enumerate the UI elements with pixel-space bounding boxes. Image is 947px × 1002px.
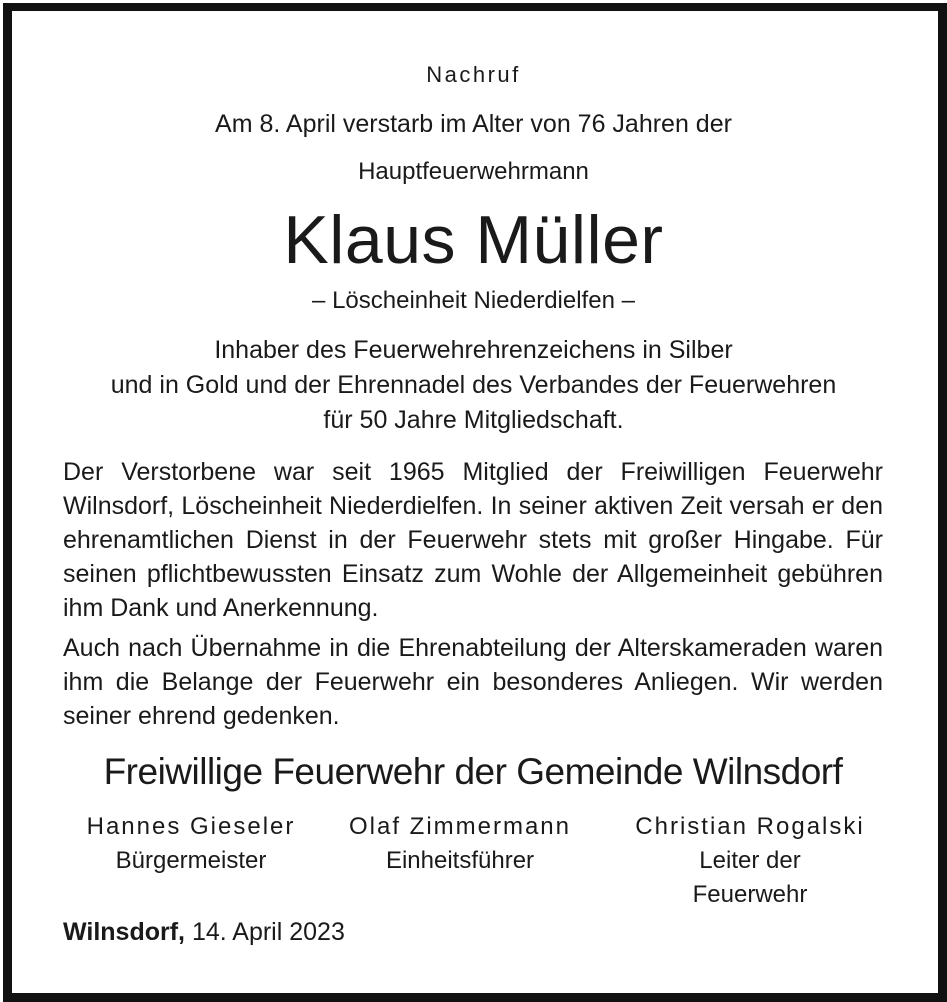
signatory: [612, 810, 888, 912]
signatory: [328, 810, 592, 878]
tribute-paragraph: Der Verstorbene war seit 1965 Mitglied der Freiwilligen Feuerwehr Wilnsdorf, Löscheinheit Niederdielfen. In seiner aktiven Zeit versah er den ehrenamtlichen Dienst in der Feuerwehr stets mit großer Hingabe. Für seinen pflichtbewussten Einsatz zum Wohle der Allgemeinheit gebühren ihm Dank und Anerkennung.: [63, 458, 883, 622]
honors-line: und in Gold und der Ehrennadel des Verbandes der Feuerwehren: [110, 371, 837, 399]
honors-block: [0, 333, 947, 438]
honors-line: für 50 Jahre Mitgliedschaft.: [323, 406, 624, 434]
signatory-name: Olaf Zimmermann: [348, 813, 572, 840]
organization-name: Freiwillige Feuerwehr der Gemeinde Wilnsdorf: [103, 751, 843, 792]
tribute-paragraph: Auch nach Übernahme in die Ehrenabteilung der Alterskameraden waren ihm die Belange der Feuerwehr ein besonderes Anliegen. Wir werden seiner ehrend gedenken.: [63, 634, 883, 730]
notice-date: 14. April 2023: [191, 918, 345, 946]
signatory-role: Feuerwehr: [692, 881, 808, 908]
place-name: Wilnsdorf,: [63, 918, 185, 946]
signatory-role: Einheitsführer: [385, 847, 535, 874]
deceased-name: Klaus Müller: [283, 202, 664, 278]
honors-line: Inhaber des Feuerwehrehrenzeichens in Silber: [214, 336, 733, 364]
place-date-line: [63, 918, 345, 947]
rank-title: Hauptfeuerwehrmann: [358, 158, 589, 185]
signatory-role: Leiter der: [699, 847, 801, 874]
signatory-role: Bürgermeister: [115, 847, 267, 874]
signatory-name: Hannes Gieseler: [86, 813, 296, 840]
signatory-name: Christian Rogalski: [635, 813, 865, 840]
intro-line: Am 8. April verstarb im Alter von 76 Jahren der: [215, 110, 732, 138]
fire-unit: – Löscheinheit Niederdielfen –: [312, 287, 635, 314]
notice-heading: Nachruf: [426, 62, 521, 87]
signatory: [60, 810, 322, 878]
